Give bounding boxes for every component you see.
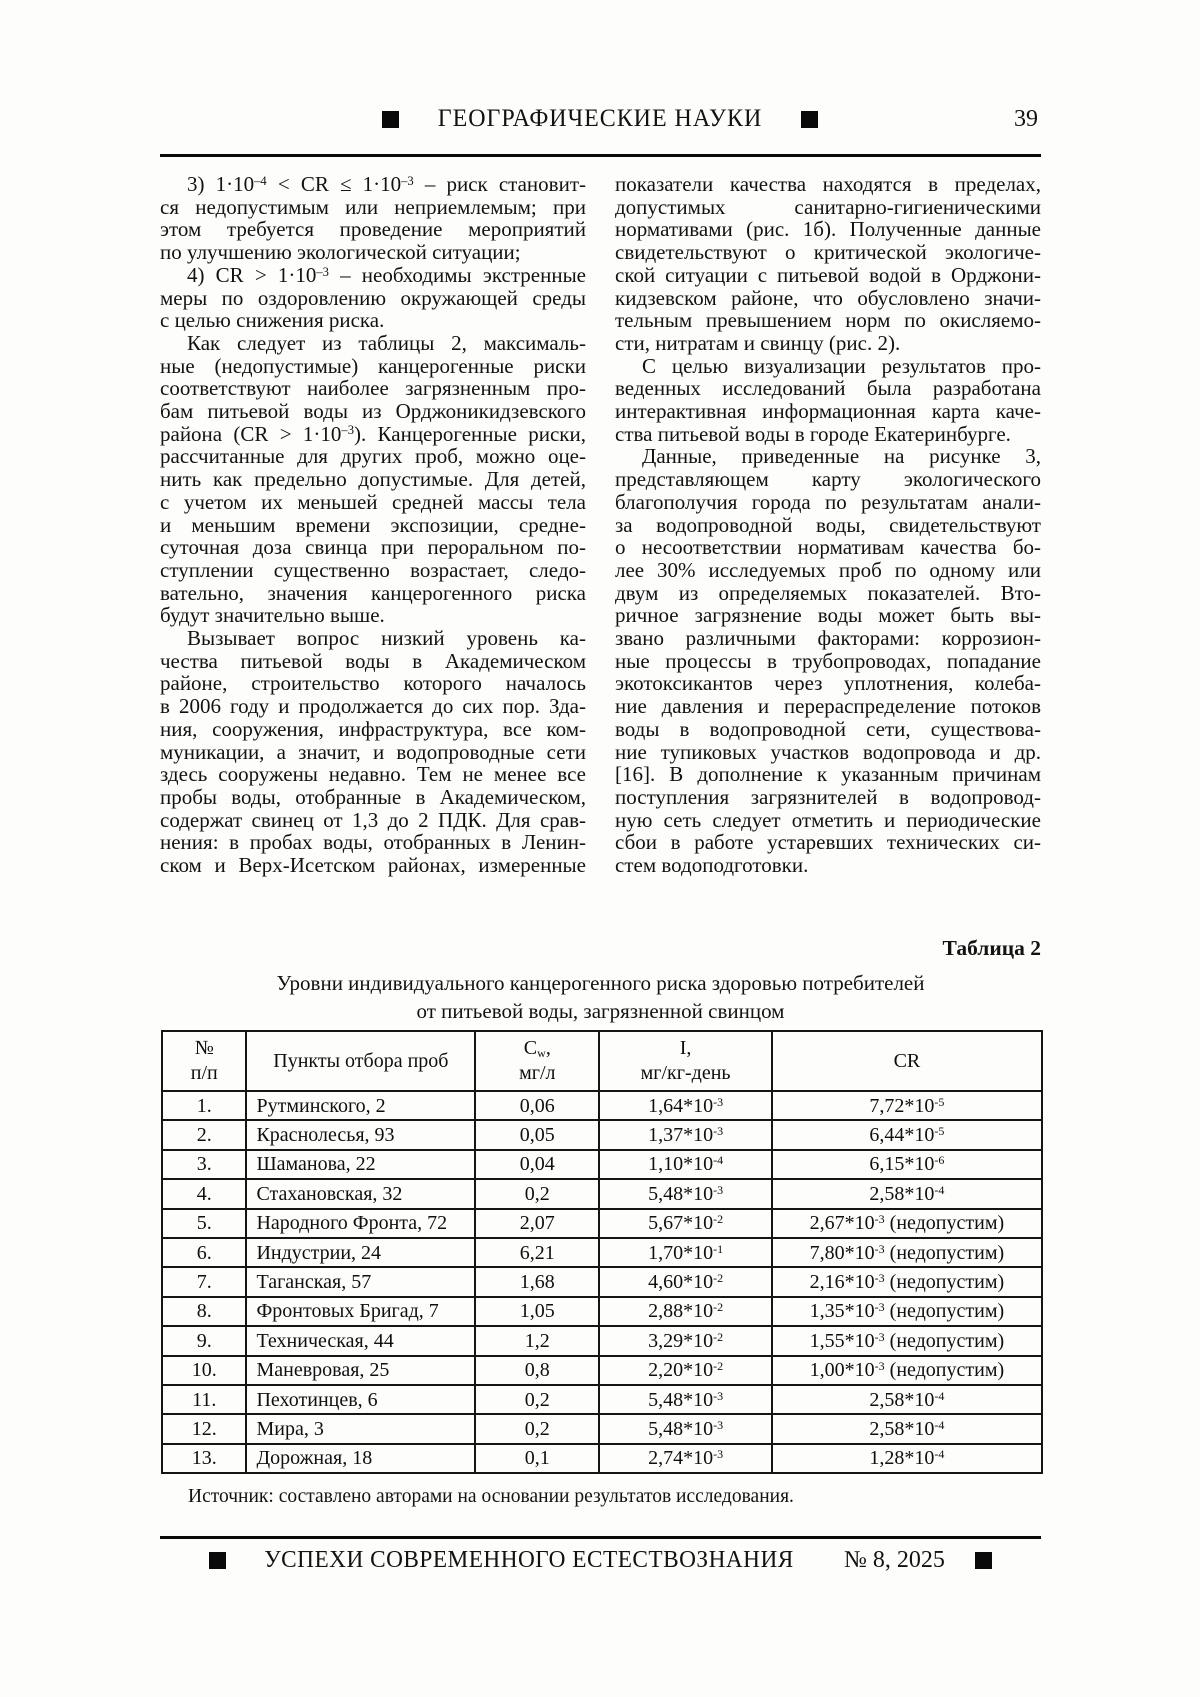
table-caption-line: от питьевой воды, загрязненной свинцом bbox=[416, 999, 785, 1023]
table-cell-cw: 0,04 bbox=[475, 1150, 599, 1179]
text-line: здесь сооружены недавно. Тем не менее все bbox=[160, 762, 586, 787]
table-row bbox=[162, 1179, 1042, 1208]
table-caption bbox=[160, 969, 1041, 1025]
table-row bbox=[162, 1444, 1042, 1473]
article-body bbox=[160, 173, 1041, 877]
page-number: 39 bbox=[1014, 106, 1038, 132]
text-line: в 2006 году и продолжается до сих пор. Зда- bbox=[160, 694, 586, 719]
table-cell-cr: $2,58*10^{-4}$ bbox=[772, 1179, 1042, 1208]
table-cell-n: 2. bbox=[162, 1120, 246, 1149]
table-cell-cw: 1,2 bbox=[475, 1326, 599, 1355]
text-line: нормативами (рис. 1б). Полученные данные bbox=[615, 217, 1041, 242]
text-line: показатели качества находятся в пределах, bbox=[615, 172, 1041, 196]
text-line: нить как предельно допустимые. Для детей, bbox=[160, 467, 586, 492]
table-cell-cw: 1,05 bbox=[475, 1297, 599, 1326]
text-column-right bbox=[615, 173, 1041, 877]
text-line: ся недопустимым или неприемлемым; при bbox=[160, 194, 586, 219]
table-cell-i: $1,64*10^{-3}$ bbox=[599, 1091, 771, 1120]
table-cell-n: 12. bbox=[162, 1414, 246, 1443]
text-line: района $(CR > 1\cdot 10^{-3})$. Канцерогенные риски, bbox=[160, 421, 587, 446]
text-line: 3) $1\cdot 10^{-4}$ < CR ≤ $1\cdot 10^{-3}$ – риск становит- bbox=[187, 172, 586, 196]
text-line: ние давления и перераспределение потоков bbox=[615, 694, 1041, 719]
text-line: веденных исследований была разработана bbox=[615, 376, 1041, 401]
table-cell-n: 4. bbox=[162, 1179, 246, 1208]
footer-rule bbox=[160, 1536, 1041, 1539]
table-cell-n: 1. bbox=[162, 1091, 246, 1120]
table-caption-line: Уровни индивидуального канцерогенного риска здоровью потребителей bbox=[276, 971, 925, 995]
table-row bbox=[162, 1297, 1042, 1326]
table-cell-n: 8. bbox=[162, 1297, 246, 1326]
journal-issue: № 8, 2025 bbox=[844, 1546, 945, 1573]
table-cell-cr: $7,72*10^{-5}$ bbox=[772, 1091, 1042, 1120]
text-line: ства питьевой воды в городе Екатеринбурге. bbox=[615, 421, 1011, 446]
table-cell-cr: $1,28*10^{-4}$ bbox=[772, 1444, 1042, 1473]
table-cell-i: $2,88*10^{-2}$ bbox=[599, 1297, 771, 1326]
text-line: вательно, значения канцерогенного риска bbox=[160, 580, 586, 605]
table-cell-i: $1,70*10^{-1}$ bbox=[599, 1238, 771, 1267]
table-cell-point: Индустрии, 24 bbox=[246, 1238, 475, 1267]
text-line: кидзевском районе, что обусловлено значи- bbox=[615, 285, 1041, 310]
text-line: меры по оздоровлению окружающей среды bbox=[160, 285, 586, 310]
journal-title: УСПЕХИ СОВРЕМЕННОГО ЕСТЕСТВОЗНАНИЯ bbox=[264, 1546, 794, 1573]
table-cell-point: Краснолесья, 93 bbox=[246, 1120, 475, 1149]
table-cell-n: 9. bbox=[162, 1326, 246, 1355]
text-line: сбои в работе устаревших технических си- bbox=[615, 830, 1041, 855]
text-line: свидетельствуют о критической экологиче- bbox=[615, 240, 1041, 265]
table-cell-cw: 0,2 bbox=[475, 1414, 599, 1443]
table-cell-cr: $1,55*10^{-3}$ (недопустим) bbox=[772, 1326, 1042, 1355]
table-row bbox=[162, 1150, 1042, 1179]
table-cell-cw: 2,07 bbox=[475, 1209, 599, 1238]
text-line: рассчитанные для других проб, можно оце- bbox=[160, 444, 586, 469]
risk-table bbox=[161, 1030, 1043, 1474]
table-cell-n: 11. bbox=[162, 1385, 246, 1414]
text-line: ные процессы в трубопроводах, попадание bbox=[615, 648, 1041, 673]
table-cell-cw: 6,21 bbox=[475, 1238, 599, 1267]
text-line: по улучшению экологической ситуации; bbox=[160, 240, 521, 265]
text-line: чества питьевой воды в Академическом bbox=[160, 648, 586, 673]
text-line: за водопроводной воды, свидетельствуют bbox=[615, 512, 1041, 537]
table-cell-i: $2,74*10^{-3}$ bbox=[599, 1444, 771, 1473]
table-label: Таблица 2 bbox=[942, 936, 1041, 960]
text-line: стем водоподготовки. bbox=[615, 853, 809, 878]
text-line: двум из определяемых показателей. Вто- bbox=[615, 580, 1041, 605]
table-cell-cr: $6,44*10^{-5}$ bbox=[772, 1120, 1042, 1149]
text-line: ступлении существенно возрастает, следо- bbox=[160, 557, 586, 582]
footer bbox=[160, 1545, 1041, 1575]
table-cell-n: 10. bbox=[162, 1356, 246, 1385]
table-cell-cr: $6,15*10^{-6}$ bbox=[772, 1150, 1042, 1179]
text-line: ской ситуации с питьевой водой в Орджони- bbox=[615, 262, 1041, 287]
text-line: благополучия города по результатам анали- bbox=[615, 489, 1041, 514]
table-cell-i: $1,10*10^{-4}$ bbox=[599, 1150, 771, 1179]
text-line: нения: в пробах воды, отобранных в Ленин- bbox=[160, 830, 586, 855]
table-cell-n: 13. bbox=[162, 1444, 246, 1473]
text-line: 4) CR > $1\cdot 10^{-3}$ – необходимы экстренные bbox=[187, 262, 586, 287]
table-cell-cr: $1,35*10^{-3}$ (недопустим) bbox=[772, 1297, 1042, 1326]
column-header: Пункты отбора проб bbox=[246, 1031, 475, 1091]
table-cell-point: Таганская, 57 bbox=[246, 1267, 475, 1296]
black-square-icon bbox=[975, 1552, 992, 1569]
running-head bbox=[160, 104, 1040, 134]
text-line: ную сеть следует отметить и периодические bbox=[615, 807, 1041, 832]
table-cell-i: $1,37*10^{-3}$ bbox=[599, 1120, 771, 1149]
table-cell-point: Народного Фронта, 72 bbox=[246, 1209, 475, 1238]
text-line: соответствуют наиболее загрязненным про- bbox=[160, 376, 586, 401]
table-cell-cw: 0,1 bbox=[475, 1444, 599, 1473]
table-cell-point: Пехотинцев, 6 bbox=[246, 1385, 475, 1414]
black-square-icon bbox=[801, 111, 818, 128]
text-line: содержат свинец от 1,3 до 2 ПДК. Для срав- bbox=[160, 807, 586, 832]
table-cell-point: Фронтовых Бригад, 7 bbox=[246, 1297, 475, 1326]
text-line: Как следует из таблицы 2, максималь- bbox=[187, 330, 586, 355]
table-cell-cr: $2,58*10^{-4}$ bbox=[772, 1414, 1042, 1443]
text-line: районе, строительство которого началось bbox=[160, 671, 586, 696]
table-cell-i: $4,60*10^{-2}$ bbox=[599, 1267, 771, 1296]
table-cell-cw: 0,8 bbox=[475, 1356, 599, 1385]
source-note: Источник: составлено авторами на основании результатов исследования. bbox=[188, 1486, 794, 1507]
table-cell-i: $3,29*10^{-2}$ bbox=[599, 1326, 771, 1355]
text-line: воды в водопроводной сети, существова- bbox=[615, 716, 1041, 741]
table-cell-cr: $2,67*10^{-3}$ (недопустим) bbox=[772, 1209, 1042, 1238]
text-line: интерактивная информационная карта каче- bbox=[615, 399, 1041, 424]
table-cell-point: Маневровая, 25 bbox=[246, 1356, 475, 1385]
text-line: лее 30% исследуемых проб по одному или bbox=[615, 557, 1041, 582]
table-cell-cw: 1,68 bbox=[475, 1267, 599, 1296]
text-line: ние тупиковых участков водопровода и др. bbox=[615, 739, 1041, 764]
table-header-row bbox=[162, 1031, 1042, 1091]
text-line: тельным превышением норм по окисляемо- bbox=[615, 308, 1041, 333]
column-header: I, мг/кг-день bbox=[599, 1031, 771, 1091]
text-line: экотоксикантов через уплотнения, колеба- bbox=[615, 671, 1041, 696]
text-line: пробы воды, отобранные в Академическом, bbox=[160, 784, 586, 809]
text-line: и меньшим времени экспозиции, средне- bbox=[160, 512, 586, 537]
text-line: допустимых санитарно-гигиеническими bbox=[615, 194, 1041, 219]
table-cell-cr: $2,16*10^{-3}$ (недопустим) bbox=[772, 1267, 1042, 1296]
column-header: $C_w$, мг/л bbox=[475, 1031, 599, 1091]
text-line: Данные, приведенные на рисунке 3, bbox=[642, 444, 1041, 469]
text-line: ском и Верх-Исетском районах, измеренные bbox=[160, 853, 586, 878]
table-cell-n: 6. bbox=[162, 1238, 246, 1267]
table-row bbox=[162, 1385, 1042, 1414]
table-cell-point: Дорожная, 18 bbox=[246, 1444, 475, 1473]
table-row bbox=[162, 1356, 1042, 1385]
black-square-icon bbox=[382, 111, 399, 128]
text-line: о несоответствии нормативам качества бо- bbox=[615, 535, 1041, 560]
text-line: с целью снижения риска. bbox=[160, 308, 385, 333]
table-cell-n: 5. bbox=[162, 1209, 246, 1238]
text-line: представляющем карту экологического bbox=[615, 467, 1041, 492]
table-cell-i: $5,67*10^{-2}$ bbox=[599, 1209, 771, 1238]
table-cell-cw: 0,06 bbox=[475, 1091, 599, 1120]
column-header: № п/п bbox=[162, 1031, 246, 1091]
table-cell-point: Стахановская, 32 bbox=[246, 1179, 475, 1208]
table-row bbox=[162, 1238, 1042, 1267]
text-line: сти, нитратам и свинцу (рис. 2). bbox=[615, 330, 901, 355]
section-title: ГЕОГРАФИЧЕСКИЕ НАУКИ bbox=[437, 105, 763, 132]
table-row bbox=[162, 1120, 1042, 1149]
text-line: поступления загрязнителей в водопровод- bbox=[615, 784, 1041, 809]
text-line: С целью визуализации результатов про- bbox=[642, 353, 1041, 378]
table-cell-cw: 0,05 bbox=[475, 1120, 599, 1149]
table-cell-n: 7. bbox=[162, 1267, 246, 1296]
table-cell-cw: 0,2 bbox=[475, 1385, 599, 1414]
table-row bbox=[162, 1267, 1042, 1296]
text-line: ричное загрязнение воды может быть вы- bbox=[615, 603, 1041, 628]
text-line: бам питьевой воды из Орджоникидзевского bbox=[160, 399, 586, 424]
table-cell-i: $5,48*10^{-3}$ bbox=[599, 1385, 771, 1414]
table-cell-i: $5,48*10^{-3}$ bbox=[599, 1414, 771, 1443]
table-cell-point: Мира, 3 bbox=[246, 1414, 475, 1443]
text-line: муникации, а значит, и водопроводные сети bbox=[160, 739, 586, 764]
text-line: этом требуется проведение мероприятий bbox=[160, 217, 586, 242]
text-line: Вызывает вопрос низкий уровень ка- bbox=[187, 626, 586, 651]
table-row bbox=[162, 1091, 1042, 1120]
text-line: будут значительно выше. bbox=[160, 603, 385, 628]
table-cell-point: Техническая, 44 bbox=[246, 1326, 475, 1355]
text-line: с учетом их меньшей средней массы тела bbox=[160, 489, 586, 514]
table-row bbox=[162, 1326, 1042, 1355]
text-line: ния, сооружения, инфраструктура, все ком- bbox=[160, 716, 586, 741]
text-line: суточная доза свинца при пероральном по- bbox=[160, 535, 586, 560]
table-cell-cw: 0,2 bbox=[475, 1179, 599, 1208]
table-cell-n: 3. bbox=[162, 1150, 246, 1179]
text-line: звано различными факторами: коррозион- bbox=[615, 626, 1041, 651]
table-cell-cr: $1,00*10^{-3}$ (недопустим) bbox=[772, 1356, 1042, 1385]
text-line: [16]. В дополнение к указанным причинам bbox=[615, 762, 1041, 787]
header-rule bbox=[160, 154, 1041, 157]
table-cell-i: $5,48*10^{-3}$ bbox=[599, 1179, 771, 1208]
table-row bbox=[162, 1414, 1042, 1443]
text-column-left bbox=[160, 173, 586, 877]
text-line: ные (недопустимые) канцерогенные риски bbox=[160, 353, 586, 378]
black-square-icon bbox=[209, 1552, 226, 1569]
table-cell-point: Шаманова, 22 bbox=[246, 1150, 475, 1179]
column-header: CR bbox=[772, 1031, 1042, 1091]
table-cell-point: Рутминского, 2 bbox=[246, 1091, 475, 1120]
table-cell-cr: $2,58*10^{-4}$ bbox=[772, 1385, 1042, 1414]
table-cell-cr: $7,80*10^{-3}$ (недопустим) bbox=[772, 1238, 1042, 1267]
table-cell-i: $2,20*10^{-2}$ bbox=[599, 1356, 771, 1385]
table-row bbox=[162, 1209, 1042, 1238]
